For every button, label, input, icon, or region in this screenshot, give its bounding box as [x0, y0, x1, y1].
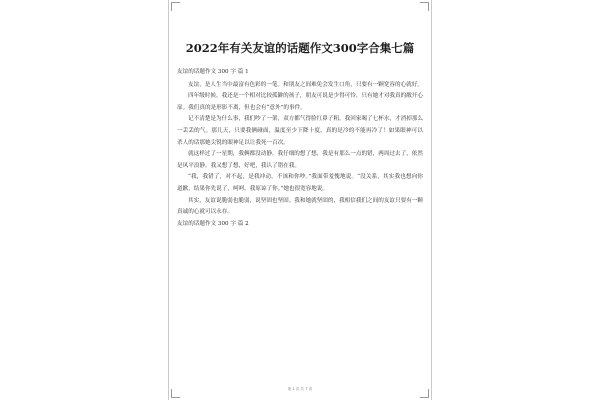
crop-mark-top-right — [420, 2, 429, 11]
page-footer: 第 1 页 共 7 页 — [287, 387, 313, 391]
section-heading: 友谊的话题作文 300 字 篇 1 — [177, 69, 249, 75]
paragraph: 记不清楚是为什么事，我们吵了一架，双方都气得脸红鼻子粗。我回家喝了七杯水，才消掉那么一丢丢的气。那几天，只要我俩碰面，温度至少下降十度，真的是冷的不能再冷了！如果眼神可以杀人的话那她尖锐的眼神足以让我死一百次。 — [177, 116, 423, 146]
paragraph: 四年级时候，我还是一个相对比较孤僻的孩子，朋友可说是少得可怜，只有她才对我真的敞开心扉。我们真的是形影不离，但也会有“意外”的事件。 — [177, 93, 423, 111]
paragraph: 其实，友谊说脆弱也脆弱，说坚固也坚固。我和她就坚固的，我相信我们之间的友谊只要有一颗真诚的心就可以永存。 — [177, 197, 423, 216]
crop-mark-top-left — [171, 2, 180, 11]
document-body — [177, 67, 423, 231]
paragraph: 就这样过了一星期，我俩都没动静。我仔细的想了想，我是有那么一点的错，两周过去了，依然是风平浪静。我又想了想，好吧，我认了错在我。 — [177, 151, 423, 169]
paragraph: 友谊，是人生当中最富有色彩的一笔。和朋友之间难免会发生口角，只要有一颗宽容的心就好。 — [188, 81, 423, 88]
document-title: 2022年有关友谊的话题作文300字合集七篇 — [185, 41, 415, 55]
section-heading: 友谊的话题作文 300 字 篇 2 — [177, 220, 249, 227]
paragraph: “我，我错了，对不起，是我冲动，不该和你吵。”我面带羞愧地说。“没关系，其实我也想向你道歉，结果你先说了，呵呵，我原谅了你。”她也很宽容地说。 — [177, 174, 423, 192]
document-page — [168, 0, 432, 400]
